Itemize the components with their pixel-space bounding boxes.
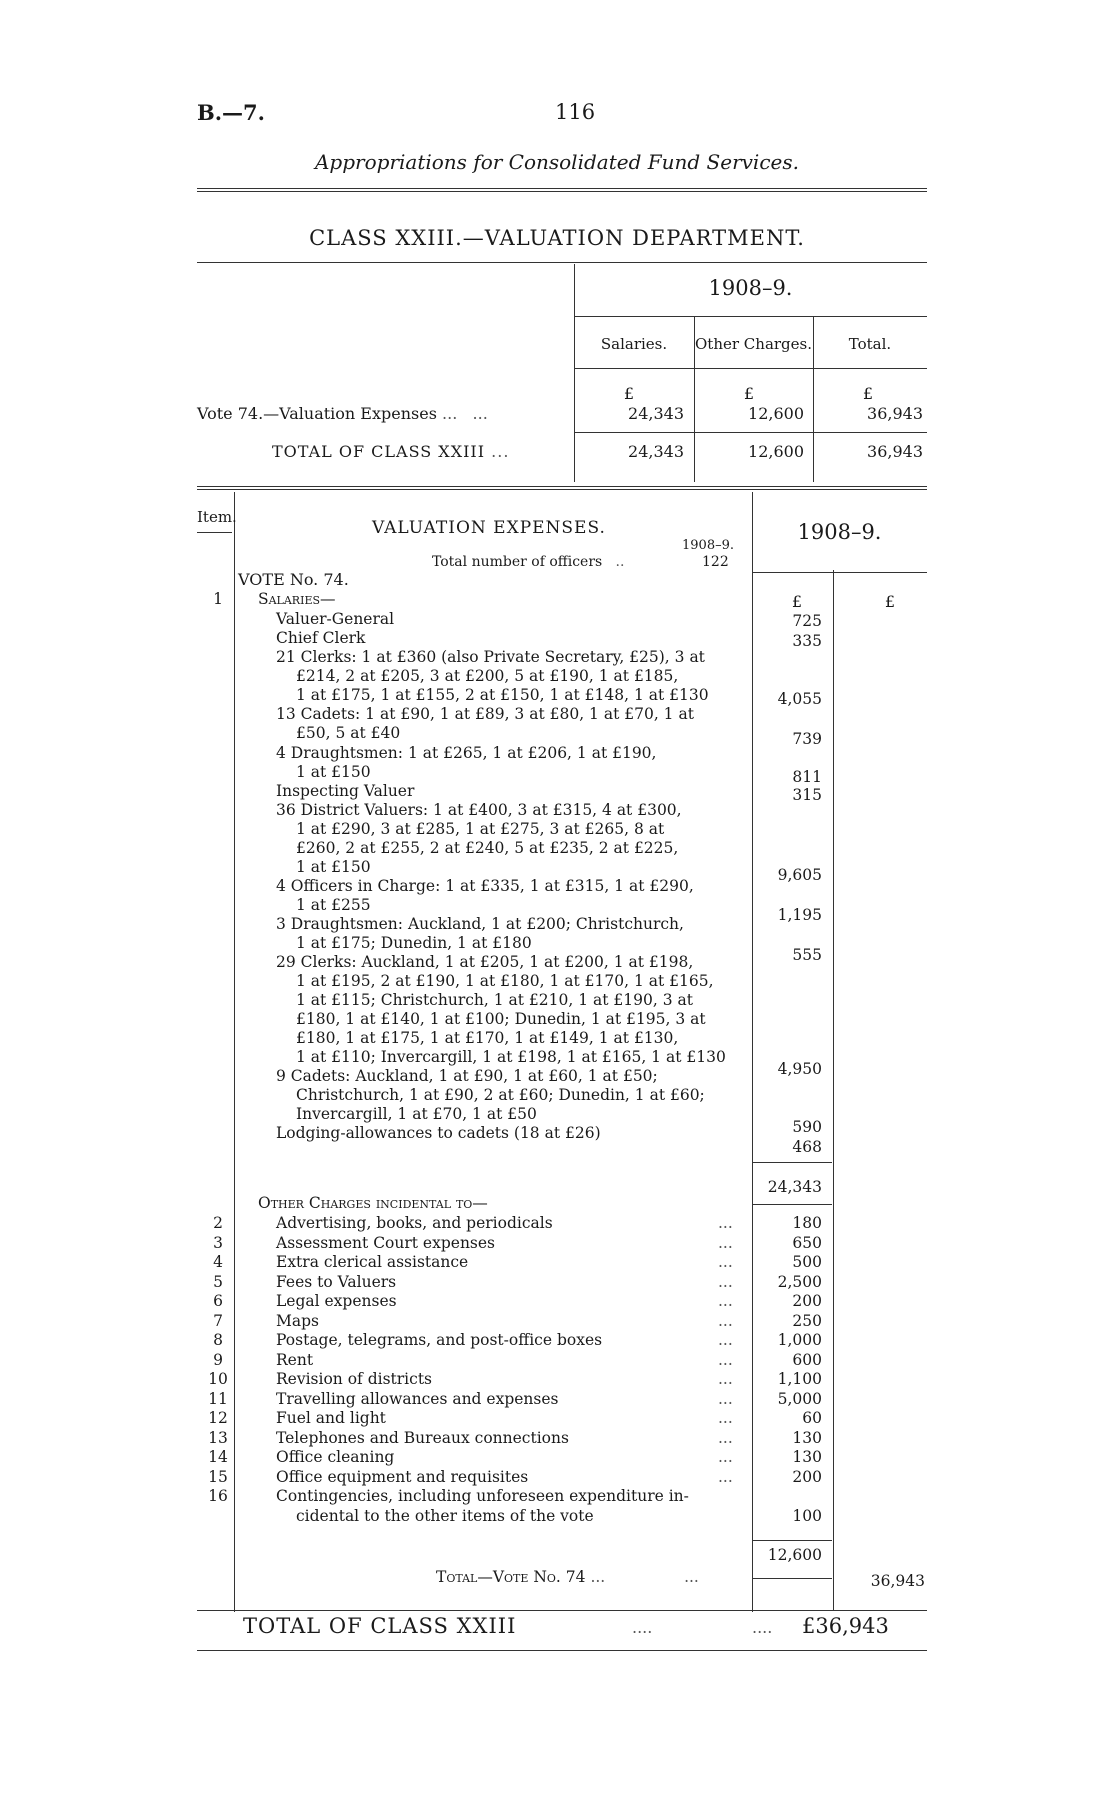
vote-row-label: Vote 74.—Valuation Expenses ... ... xyxy=(197,404,488,423)
item-number: 2 xyxy=(213,1214,223,1232)
col-total-header: Total. xyxy=(848,335,892,353)
salary-line: 1 at £115; Christchurch, 1 at £210, 1 at £190, 3 at xyxy=(296,991,693,1009)
other-charge-amount: 5,000 xyxy=(777,1389,822,1408)
other-charge-amount: 1,100 xyxy=(777,1370,822,1388)
summary-year-rule xyxy=(574,316,927,317)
leader-dots: ... xyxy=(718,1214,733,1232)
other-charge-label: Contingencies, including unforeseen expenditure in- xyxy=(276,1487,689,1505)
summary-top-rule xyxy=(197,262,927,263)
salary-line: £50, 5 at £40 xyxy=(296,724,401,742)
leader-dots: ... xyxy=(718,1331,733,1349)
salary-line: 3 Draughtsmen: Auckland, 1 at £200; Christchurch, xyxy=(276,915,684,933)
document-reference: B.—7. xyxy=(197,100,265,125)
leader-dots: ... xyxy=(718,1233,733,1252)
other-charge-label: Travelling allowances and expenses xyxy=(276,1389,559,1408)
salary-line: £260, 2 at £255, 2 at £240, 5 at £235, 2 at £225, xyxy=(296,839,679,857)
salary-amount: 9,605 xyxy=(777,866,822,884)
vote-total-label: Total—Vote No. 74 ... ... xyxy=(436,1568,699,1586)
detail-year-rule xyxy=(752,572,927,573)
salary-line: 9 Cadets: Auckland, 1 at £90, 1 at £60, 1 at £50; xyxy=(276,1067,658,1085)
item-col-divider xyxy=(234,492,235,1612)
salary-amount: 725 xyxy=(792,612,822,630)
summary-year: 1908–9. xyxy=(708,276,793,300)
class-total-label: TOTAL OF CLASS XXIII ... xyxy=(272,442,510,461)
currency-salaries: £ xyxy=(623,384,635,403)
other-charge-amount: 130 xyxy=(792,1428,822,1447)
salary-amount: 555 xyxy=(792,946,822,964)
detail-top-rule xyxy=(197,486,927,487)
salaries-subtotal-rule xyxy=(752,1162,832,1163)
grand-total-rule xyxy=(197,1610,927,1611)
item-number: 8 xyxy=(213,1331,223,1349)
salary-line: 21 Clerks: 1 at £360 (also Private Secretary, £25), 3 at xyxy=(276,648,705,666)
salary-line: 1 at £195, 2 at £190, 1 at £180, 1 at £170, 1 at £165, xyxy=(296,972,714,990)
salary-amount: 811 xyxy=(792,768,822,786)
item-header-rule xyxy=(197,532,232,533)
vote-other: 12,600 xyxy=(748,404,804,423)
item-number: 3 xyxy=(213,1233,223,1252)
salary-line: Christchurch, 1 at £90, 2 at £60; Dunedin, 1 at £60; xyxy=(296,1086,705,1104)
class-total-salaries: 24,343 xyxy=(628,442,684,461)
detail-currency-1: £ xyxy=(791,592,803,611)
other-charge-amount: 1,000 xyxy=(777,1331,822,1349)
leader-dots: ... xyxy=(718,1428,733,1447)
salary-line: £180, 1 at £140, 1 at £100; Dunedin, 1 at £195, 3 at xyxy=(296,1010,706,1028)
salary-line: Inspecting Valuer xyxy=(276,782,415,800)
salary-amount: 335 xyxy=(792,632,822,650)
other-subtotal-rule-2 xyxy=(752,1578,832,1579)
vote-total-amount: 36,943 xyxy=(870,1572,925,1590)
other-charge-amount: 600 xyxy=(792,1350,822,1369)
summary-head-rule xyxy=(574,368,927,369)
other-charge-amount: 250 xyxy=(792,1311,822,1330)
leader-dots: ... xyxy=(718,1311,733,1330)
class-total-other: 12,600 xyxy=(748,442,804,461)
salary-line: Chief Clerk xyxy=(276,629,366,647)
grand-total-amount: £36,943 xyxy=(802,1614,889,1638)
other-charge-amount: 200 xyxy=(792,1292,822,1310)
salary-amount: 315 xyxy=(792,786,822,804)
other-charge-label: Advertising, books, and periodicals xyxy=(276,1214,553,1232)
class-title: CLASS XXIII.—VALUATION DEPARTMENT. xyxy=(309,226,805,250)
other-charge-label: Rent xyxy=(276,1350,314,1369)
item-header: Item. xyxy=(197,508,237,526)
salary-line: Invercargill, 1 at £70, 1 at £50 xyxy=(296,1105,537,1123)
other-charge-amount: 130 xyxy=(792,1448,822,1466)
salary-amount: 4,055 xyxy=(777,690,822,708)
other-charge-label: Legal expenses xyxy=(276,1292,397,1310)
salary-line: 1 at £175, 1 at £155, 2 at £150, 1 at £148, 1 at £130 xyxy=(296,686,709,704)
leader-dots: ... xyxy=(718,1350,733,1369)
officers-year: 1908–9. xyxy=(682,538,734,553)
other-charges-heading: Other Charges incidental to— xyxy=(258,1194,488,1212)
other-charge-label: Maps xyxy=(276,1311,319,1330)
salary-amount: 468 xyxy=(792,1138,822,1156)
other-charge-label: Fuel and light xyxy=(276,1409,386,1427)
salary-line: 1 at £110; Invercargill, 1 at £198, 1 at £165, 1 at £130 xyxy=(296,1048,726,1066)
vote-salaries: 24,343 xyxy=(628,404,684,423)
currency-other: £ xyxy=(743,384,755,403)
leader-dots: ... xyxy=(718,1389,733,1408)
item-number: 5 xyxy=(213,1272,223,1291)
salary-amount: 4,950 xyxy=(777,1060,822,1078)
other-charge-label: Revision of districts xyxy=(276,1370,432,1388)
other-charge-label: Assessment Court expenses xyxy=(276,1233,496,1252)
detail-year: 1908–9. xyxy=(797,520,882,544)
item-number: 7 xyxy=(213,1311,223,1330)
other-charge-amount: 2,500 xyxy=(777,1272,822,1291)
other-charge-amount: 100 xyxy=(792,1506,822,1525)
officers-count: 122 xyxy=(702,554,729,570)
other-charge-amount: 180 xyxy=(792,1214,822,1232)
leader-dots: ... xyxy=(718,1409,733,1427)
other-charge-label: Office cleaning xyxy=(276,1448,395,1466)
detail-top-rule-2 xyxy=(197,489,927,490)
leader-dots: ... xyxy=(718,1272,733,1291)
salary-line: Valuer-General xyxy=(276,610,395,628)
other-subtotal-rule xyxy=(752,1540,832,1541)
leader-dots: ... xyxy=(718,1467,733,1486)
salary-line: 1 at £255 xyxy=(296,896,371,914)
other-charge-amount: 500 xyxy=(792,1253,822,1271)
header-rule-2 xyxy=(197,191,927,192)
page-subtitle: Appropriations for Consolidated Fund Services. xyxy=(314,150,799,174)
bottom-rule xyxy=(197,1650,927,1651)
other-charge-label: Fees to Valuers xyxy=(276,1272,397,1291)
grand-total-label: TOTAL OF CLASS XXIII xyxy=(243,1614,517,1638)
leader-dots: ... xyxy=(718,1292,733,1310)
item-number: 10 xyxy=(208,1370,228,1388)
item-number: 13 xyxy=(208,1428,228,1447)
other-charge-amount: 60 xyxy=(802,1409,822,1427)
salary-line: £180, 1 at £175, 1 at £170, 1 at £149, 1 at £130, xyxy=(296,1029,679,1047)
salary-line: 1 at £290, 3 at £285, 1 at £275, 3 at £265, 8 at xyxy=(296,820,665,838)
vote-total: 36,943 xyxy=(867,404,923,423)
class-total-total: 36,943 xyxy=(867,442,923,461)
salary-line: 13 Cadets: 1 at £90, 1 at £89, 3 at £80, 1 at £70, 1 at xyxy=(276,705,694,723)
salary-line: 1 at £175; Dunedin, 1 at £180 xyxy=(296,934,532,952)
other-charge-amount: 650 xyxy=(792,1233,822,1252)
salary-amount: 739 xyxy=(792,730,822,748)
item-number: 14 xyxy=(208,1448,228,1466)
salary-line: Lodging-allowances to cadets (18 at £26) xyxy=(276,1124,601,1142)
item-number: 1 xyxy=(213,590,223,608)
salary-line: 4 Officers in Charge: 1 at £335, 1 at £315, 1 at £290, xyxy=(276,877,694,895)
item-number: 9 xyxy=(213,1350,223,1369)
item-number: 16 xyxy=(208,1487,228,1505)
detail-currency-2: £ xyxy=(884,592,896,611)
salary-amount: 1,195 xyxy=(777,906,822,924)
other-charge-label: Extra clerical assistance xyxy=(276,1253,469,1271)
other-charge-amount: 200 xyxy=(792,1467,822,1486)
item-number: 4 xyxy=(213,1253,223,1271)
currency-total: £ xyxy=(862,384,874,403)
salary-line: 1 at £150 xyxy=(296,858,371,876)
salaries-subtotal: 24,343 xyxy=(767,1178,822,1196)
col-salaries-header: Salaries. xyxy=(600,335,668,353)
col-other-header: Other Charges. xyxy=(695,335,812,353)
item-number: 11 xyxy=(208,1389,228,1408)
salary-line: 1 at £150 xyxy=(296,763,371,781)
other-charge-label: cidental to the other items of the vote xyxy=(296,1506,594,1525)
salary-line: £214, 2 at £205, 3 at £200, 5 at £190, 1 at £185, xyxy=(296,667,679,685)
page-number: 116 xyxy=(555,100,596,124)
grand-total-dots-2: .... xyxy=(752,1618,773,1637)
detail-title: VALUATION EXPENSES. xyxy=(372,518,606,538)
summary-total-rule xyxy=(574,432,927,433)
leader-dots: ... xyxy=(718,1253,733,1271)
item-number: 15 xyxy=(208,1467,228,1486)
vote-number: VOTE No. 74. xyxy=(238,570,349,589)
salary-line: 4 Draughtsmen: 1 at £265, 1 at £206, 1 at £190, xyxy=(276,744,657,762)
grand-total-dots: .... xyxy=(632,1618,653,1637)
other-subtotal: 12,600 xyxy=(767,1546,822,1564)
leader-dots: ... xyxy=(718,1370,733,1388)
header-rule xyxy=(197,188,927,189)
salary-line: 36 District Valuers: 1 at £400, 3 at £315, 4 at £300, xyxy=(276,801,682,819)
salaries-subtotal-rule-2 xyxy=(752,1204,832,1205)
total-col-divider xyxy=(833,570,834,1610)
other-charge-label: Postage, telegrams, and post-office boxes xyxy=(276,1331,603,1349)
leader-dots: ... xyxy=(718,1448,733,1466)
salary-amount: 590 xyxy=(792,1118,822,1136)
other-charge-label: Telephones and Bureaux connections xyxy=(276,1428,569,1447)
other-charge-label: Office equipment and requisites xyxy=(276,1467,529,1486)
officers-label: Total number of officers .. xyxy=(432,554,625,570)
salaries-heading: Salaries— xyxy=(258,590,336,608)
item-number: 12 xyxy=(208,1409,228,1427)
salary-line: 29 Clerks: Auckland, 1 at £205, 1 at £200, 1 at £198, xyxy=(276,953,694,971)
item-number: 6 xyxy=(213,1292,223,1310)
